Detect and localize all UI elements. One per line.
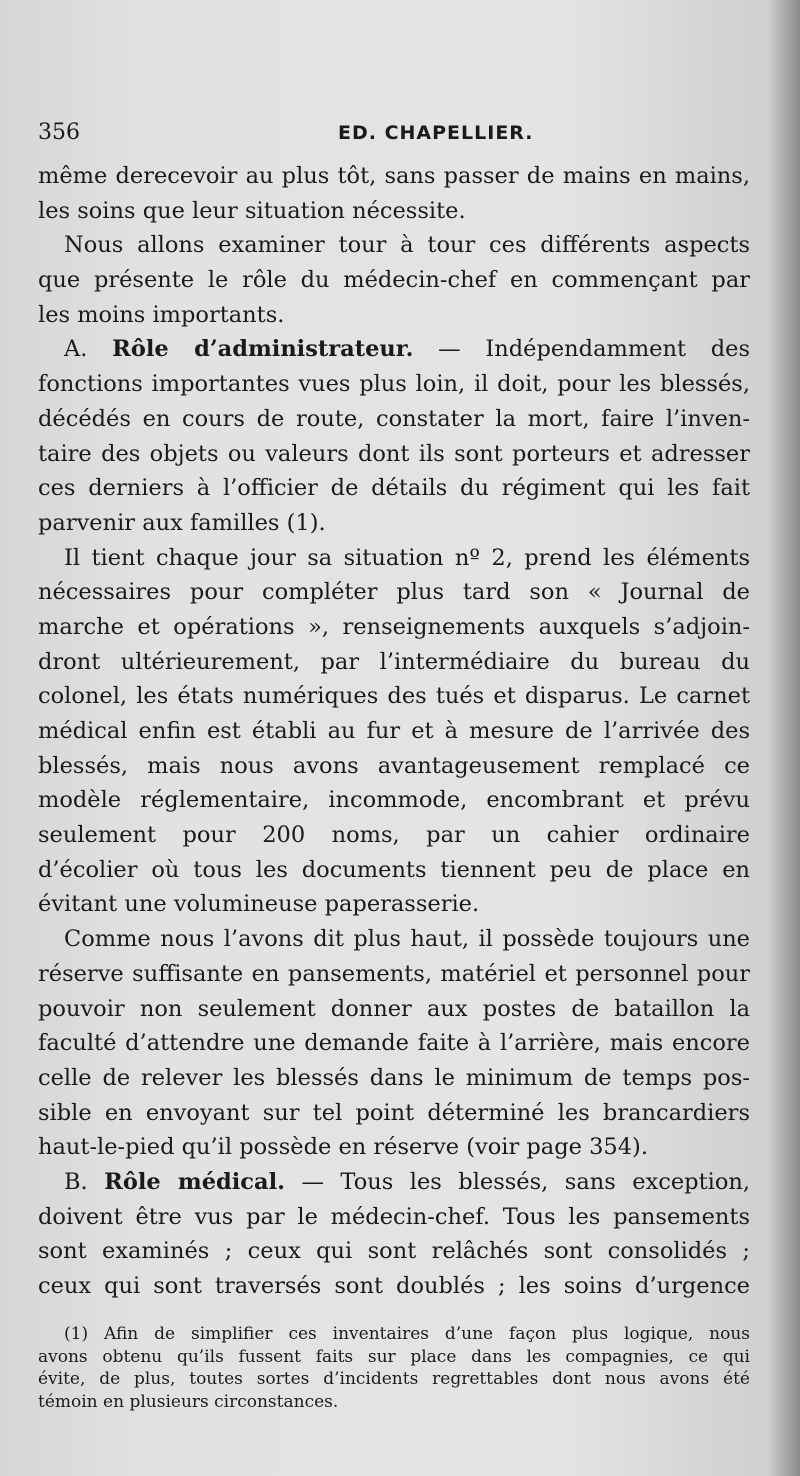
text-line: Il tient chaque jour sa situation nº 2, prend les éléments xyxy=(64,544,750,571)
text-line: — Tous les blessés, sans exception, xyxy=(301,1168,750,1195)
text-line: médical enfin est établi au fur et à mesure de l’arrivée des xyxy=(38,718,750,744)
body-text xyxy=(38,159,750,1304)
section-a-title: Rôle d’administrateur. xyxy=(112,336,414,363)
text-line: même derecevoir au plus tôt, sans passer de mains en mains, xyxy=(38,163,750,189)
text-line: marche et opérations », renseignements auxquels s’adjoin- xyxy=(38,613,750,640)
text-line: les soins que leur situation nécessite. xyxy=(38,197,466,224)
footnote-line: avons obtenu qu’ils fussent faits sur place dans les compagnies, ce qui xyxy=(38,1346,750,1367)
footnote-line: (1) Afin de simplifier ces inventaires d’une façon plus logique, nous xyxy=(64,1324,750,1344)
footnote-line: évite, de plus, toutes sortes d’incidents regrettables dont nous avons été xyxy=(38,1369,750,1389)
text-line: nécessaires pour compléter plus tard son « Journal de xyxy=(38,579,750,606)
page-header xyxy=(38,120,770,150)
section-b-label: B. xyxy=(64,1168,88,1195)
running-head: ED. CHAPELLIER. xyxy=(338,122,534,144)
text-line: seulement pour 200 noms, par un cahier ordinaire xyxy=(38,822,750,849)
text-line: réserve suffisante en pansements, matériel et personnel pour xyxy=(38,960,750,987)
text-line: doivent être vus par le médecin-chef. Tous les pansements xyxy=(38,1203,750,1230)
text-line: ces derniers à l’officier de détails du régiment qui les fait xyxy=(38,475,750,502)
footnotes xyxy=(38,1323,750,1413)
text-line: parvenir aux familles (1). xyxy=(38,509,326,536)
text-line: évitant une volumineuse paperasserie. xyxy=(38,891,480,918)
text-line: celle de relever les blessés dans le minimum de temps pos- xyxy=(38,1064,750,1091)
text-line: décédés en cours de route, constater la mort, faire l’inven- xyxy=(38,405,750,432)
text-line: sible en envoyant sur tel point déterminé les brancardiers xyxy=(38,1099,750,1126)
text-line: fonctions importantes vues plus loin, il doit, pour les blessés, xyxy=(38,371,750,398)
section-a-label: A. xyxy=(64,336,88,363)
text-line: modèle réglementaire, incommode, encombrant et prévu xyxy=(38,787,750,814)
text-line: colonel, les états numériques des tués et disparus. Le carnet xyxy=(38,683,750,710)
footnote-line: témoin en plusieurs circonstances. xyxy=(38,1391,339,1412)
text-line: que présente le rôle du médecin-chef en commençant par xyxy=(38,267,750,294)
page-number: 356 xyxy=(38,120,80,145)
section-b-title: Rôle médical. xyxy=(104,1168,285,1195)
section-b-line xyxy=(38,1165,750,1200)
text-line: faculté d’attendre une demande faite à l’arrière, mais encore xyxy=(38,1030,750,1057)
text-line: Nous allons examiner tour à tour ces différents aspects xyxy=(64,232,750,259)
text-line: taire des objets ou valeurs dont ils sont porteurs et adresser xyxy=(38,440,750,467)
text-line: d’écolier où tous les documents tiennent peu de place en xyxy=(38,856,750,883)
text-line: les moins importants. xyxy=(38,301,285,328)
text-line: Comme nous l’avons dit plus haut, il possède toujours une xyxy=(64,926,750,953)
text-line: — Indépendamment des xyxy=(438,336,750,363)
text-line: pouvoir non seulement donner aux postes de bataillon la xyxy=(38,995,750,1022)
text-line: ceux qui sont traversés sont doublés ; les soins d’urgence xyxy=(38,1273,750,1299)
text-line: sont examinés ; ceux qui sont relâchés sont consolidés ; xyxy=(38,1238,750,1265)
text-line: dront ultérieurement, par l’intermédiaire du bureau du xyxy=(38,648,750,675)
text-line: blessés, mais nous avons avantageusement remplacé ce xyxy=(38,752,750,779)
text-line: haut-le-pied qu’il possède en réserve (voir page 354). xyxy=(38,1134,648,1161)
section-a-line xyxy=(38,332,750,367)
